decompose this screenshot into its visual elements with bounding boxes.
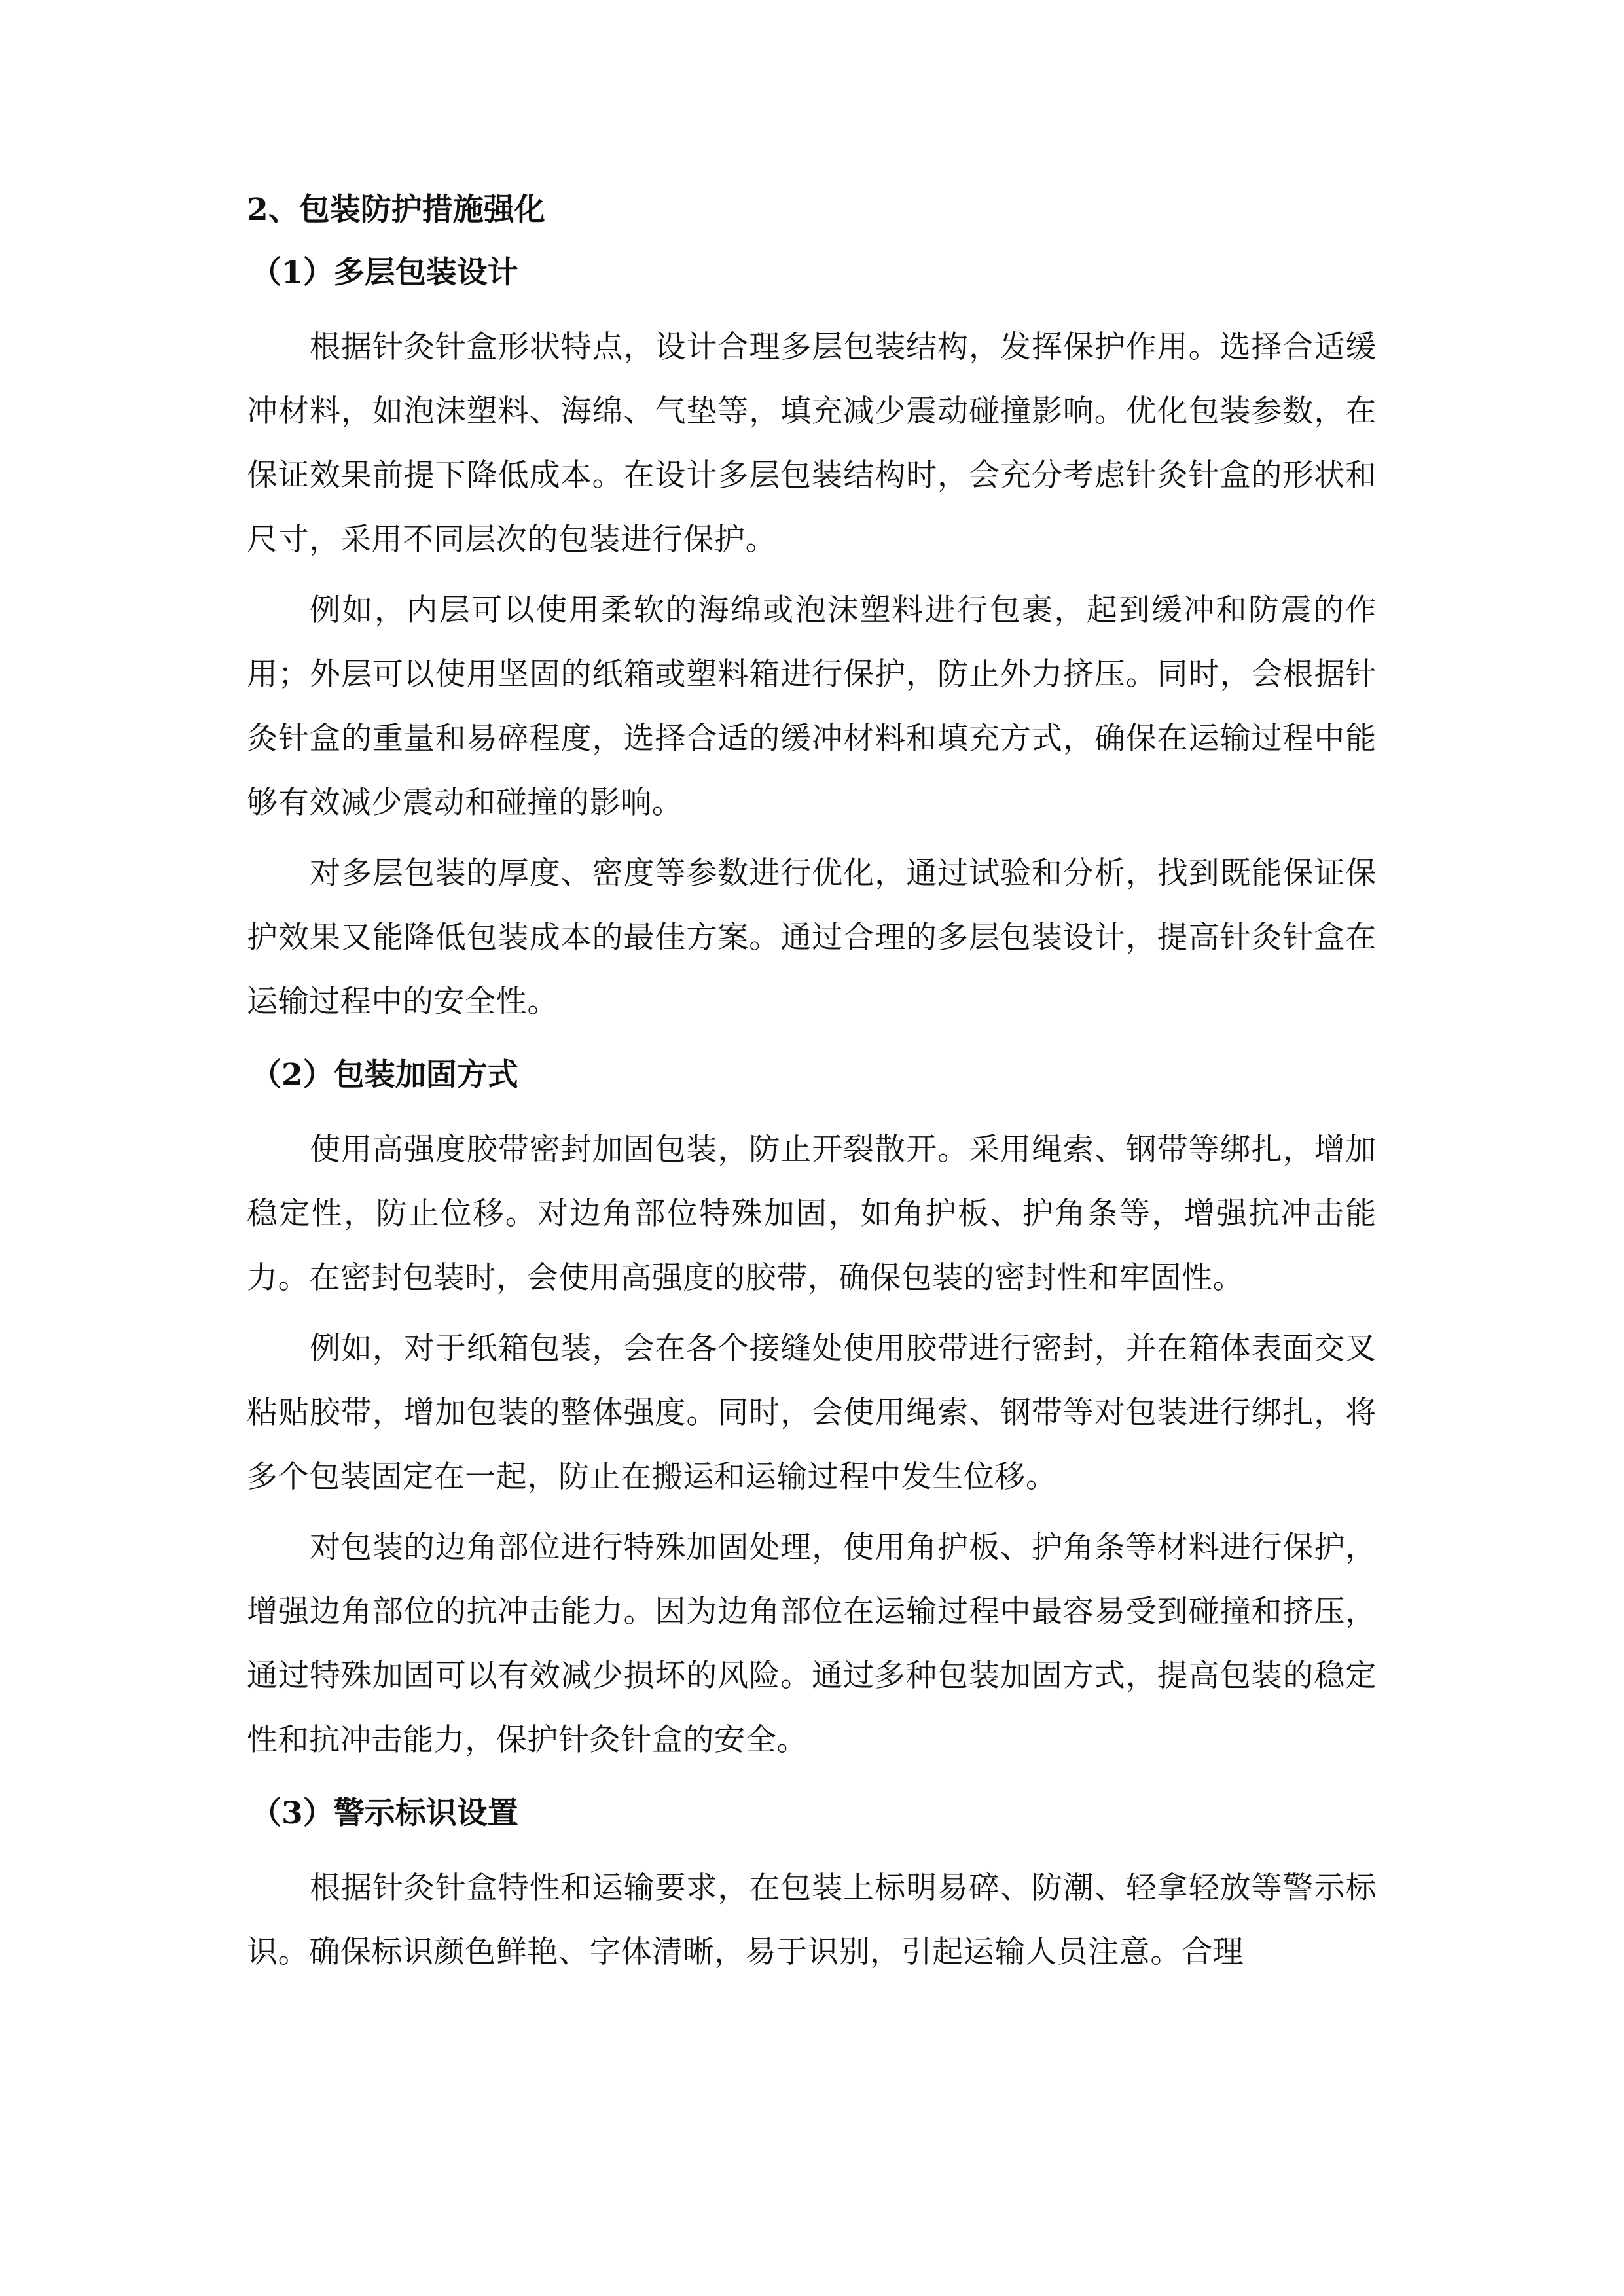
paragraph: 使用高强度胶带密封加固包装，防止开裂散开。采用绳索、钢带等绑扎，增加稳定性，防止位移。对边角部位特殊加固，如角护板、护角条等，增强抗冲击能力。在密封包装时，会使用高强度的胶带，确保包装的密封性和牢固性。 [247,1132,1377,1296]
subheading-warning-labels: （3）警示标识设置 [251,1795,518,1831]
document-page [247,190,1377,1991]
section-heading-packaging-protection: 2、包装防护措施强化 [247,192,545,228]
paragraph: 例如，内层可以使用柔软的海绵或泡沫塑料进行包裹，起到缓冲和防震的作用；外层可以使用坚固的纸箱或塑料箱进行保护，防止外力挤压。同时，会根据针灸针盒的重量和易碎程度，选择合适的缓冲材料和填充方式，确保在运输过程中能够有效减少震动和碰撞的影响。 [247,592,1377,821]
paragraph: 例如，对于纸箱包装，会在各个接缝处使用胶带进行密封，并在箱体表面交叉粘贴胶带，增加包装的整体强度。同时，会使用绳索、钢带等对包装进行绑扎，将多个包装固定在一起，防止在搬运和运输过程中发生位移。 [247,1331,1377,1495]
subheading-packaging-reinforcement: （2）包装加固方式 [251,1057,518,1093]
paragraph: 对多层包装的厚度、密度等参数进行优化，通过试验和分析，找到既能保证保护效果又能降低包装成本的最佳方案。通过合理的多层包装设计，提高针灸针盒在运输过程中的安全性。 [247,855,1377,1020]
subheading-multilayer-packaging: （1）多层包装设计 [251,255,518,291]
spacer [247,1041,1377,1055]
paragraph: 根据针灸针盒形状特点，设计合理多层包装结构，发挥保护作用。选择合适缓冲材料，如泡沫塑料、海绵、气垫等，填充减少震动碰撞影响。优化包装参数，在保证效果前提下降低成本。在设计多层包装结构时，会充分考虑针灸针盒的形状和尺寸，采用不同层次的包装进行保护。 [247,329,1377,558]
spacer [247,1779,1377,1793]
paragraph: 根据针灸针盒特性和运输要求，在包装上标明易碎、防潮、轻拿轻放等警示标识。确保标识颜色鲜艳、字体清晰，易于识别，引起运输人员注意。合理 [247,1870,1377,1970]
paragraph: 对包装的边角部位进行特殊加固处理，使用角护板、护角条等材料进行保护，增强边角部位的抗冲击能力。因为边角部位在运输过程中最容易受到碰撞和挤压，通过特殊加固可以有效减少损坏的风险。通过多种包装加固方式，提高包装的稳定性和抗冲击能力，保护针灸针盒的安全。 [247,1530,1377,1758]
